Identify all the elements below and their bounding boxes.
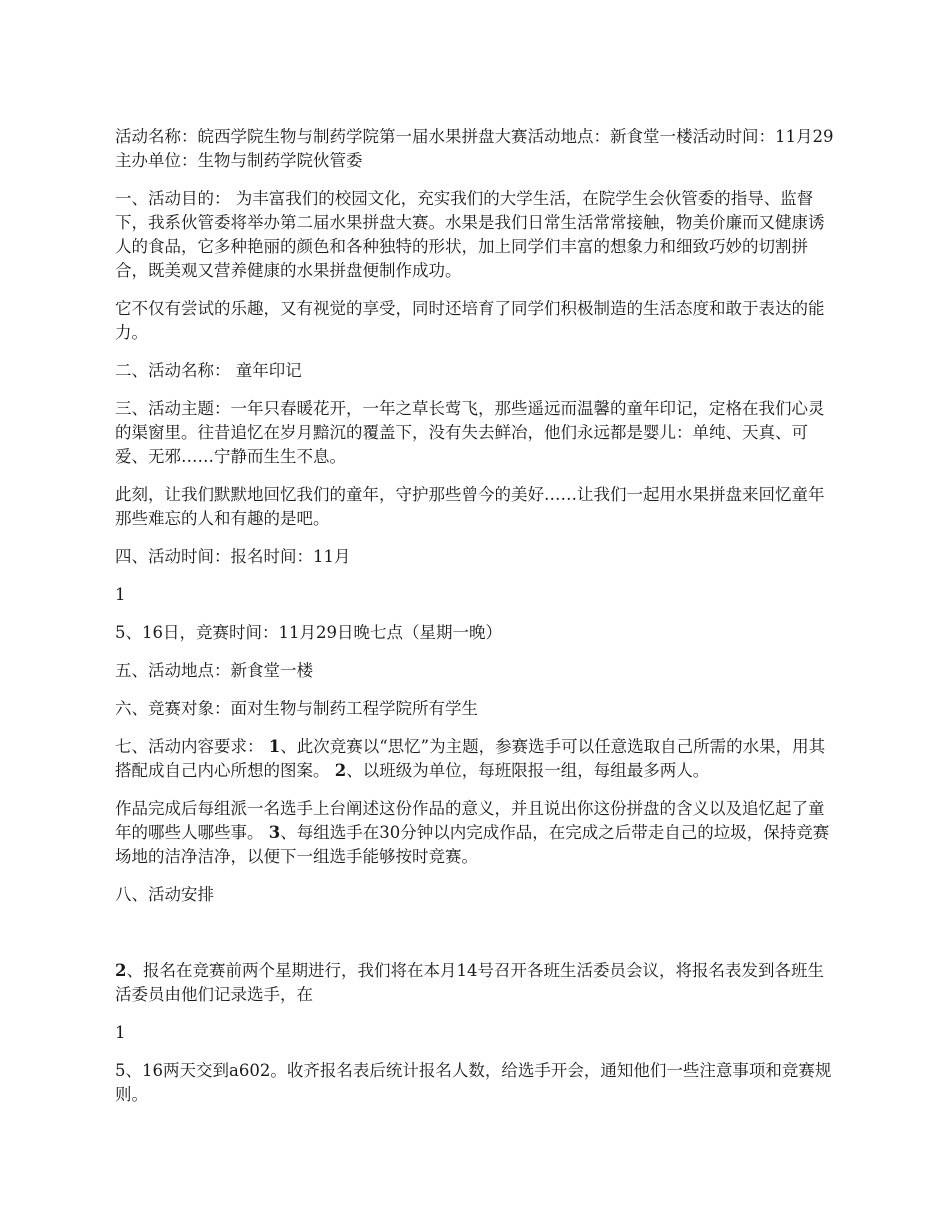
registration-details	[115, 959, 840, 1007]
activity-arrangement: 八、活动安排	[115, 885, 214, 904]
competition-target: 六、竞赛对象：面对生物与制药工程学院所有学生	[115, 699, 478, 718]
activity-header: 活动名称：皖西学院生物与制药学院第一届水果拼盘大赛活动地点：新食堂一楼活动时间：11月29主办单位：生物与制药学院伙管委	[115, 127, 834, 170]
page-number-fragment: 1	[115, 585, 126, 604]
activity-theme-continued: 此刻，让我们默默地回忆我们的童年，守护那些曾今的美好……让我们一起用水果拼盘来回忆童年那些难忘的人和有趣的是吧。	[115, 485, 825, 528]
registration-number: 2	[115, 961, 127, 980]
requirement-number-1: 1	[268, 737, 281, 756]
requirement-number-3: 3	[268, 823, 281, 842]
activity-theme: 三、活动主题：一年只春暖花开，一年之草长莺飞，那些遥远而温馨的童年印记，定格在我们心灵的渠窗里。往昔追忆在岁月黯沉的覆盖下，没有失去鲜冶，他们永远都是婴儿：单纯、天真、可爱、无邪……宁静而生生不息。	[115, 399, 825, 466]
activity-location: 五、活动地点：新食堂一楼	[115, 661, 313, 680]
registration-details-continued: 5、16两天交到a602。收齐报名表后统计报名人数，给选手开会，通知他们一些注意事项和竞赛规则。	[115, 1061, 832, 1104]
requirement-3-text: 、每组选手在30分钟以内完成作品，在完成之后带走自己的垃圾，保持竞赛场地的洁净洁净，以便下一组选手能够按时竞赛。	[115, 823, 830, 866]
competition-time: 5、16日，竞赛时间：11月29日晚七点（星期一晚）	[115, 623, 502, 642]
activity-name: 二、活动名称： 童年印记	[115, 361, 302, 380]
requirements-label: 七、活动内容要求：	[115, 737, 264, 756]
activity-requirements	[115, 735, 840, 783]
activity-purpose-continued: 它不仅有尝试的乐趣，又有视觉的享受，同时还培育了同学们积极制造的生活态度和敢于表达的能力。	[115, 299, 825, 342]
activity-purpose: 一、活动目的： 为丰富我们的校园文化，充实我们的大学生活，在院学生会伙管委的指导、监督下，我系伙管委将举办第二届水果拼盘大赛。水果是我们日常生活常常接触，物美价廉而又健康诱人的食品，它多种艳丽的颜色和各种独特的形状，加上同学们丰富的想象力和细致巧妙的切割拼合，既美观又营养健康的水果拼盘便制作成功。	[115, 189, 825, 280]
document-body	[115, 125, 840, 1121]
presentation-text: 作品完成后每组派一名选手上台阐述这份作品的意义，并且说出你这份拼盘的含义以及追忆起了童年的哪些人哪些事。	[115, 799, 825, 842]
page-number-fragment-2: 1	[115, 1023, 126, 1042]
activity-time: 四、活动时间：报名时间：11月	[115, 547, 351, 566]
blank-space	[115, 921, 840, 959]
requirement-number-2: 2	[334, 761, 347, 780]
requirement-2-text: 、以班级为单位，每班限报一组，每组最多两人。	[346, 761, 710, 780]
requirement-1-text: 、此次竞赛以“思忆”为主题，参赛选手可以任意选取自己所需的水果，用其搭配成自己内心所想的图案。	[115, 737, 826, 780]
activity-requirements-continued	[115, 797, 840, 869]
registration-text: 、报名在竞赛前两个星期进行，我们将在本月14号召开各班生活委员会议，将报名表发到各班生活委员由他们记录选手，在	[115, 961, 824, 1004]
